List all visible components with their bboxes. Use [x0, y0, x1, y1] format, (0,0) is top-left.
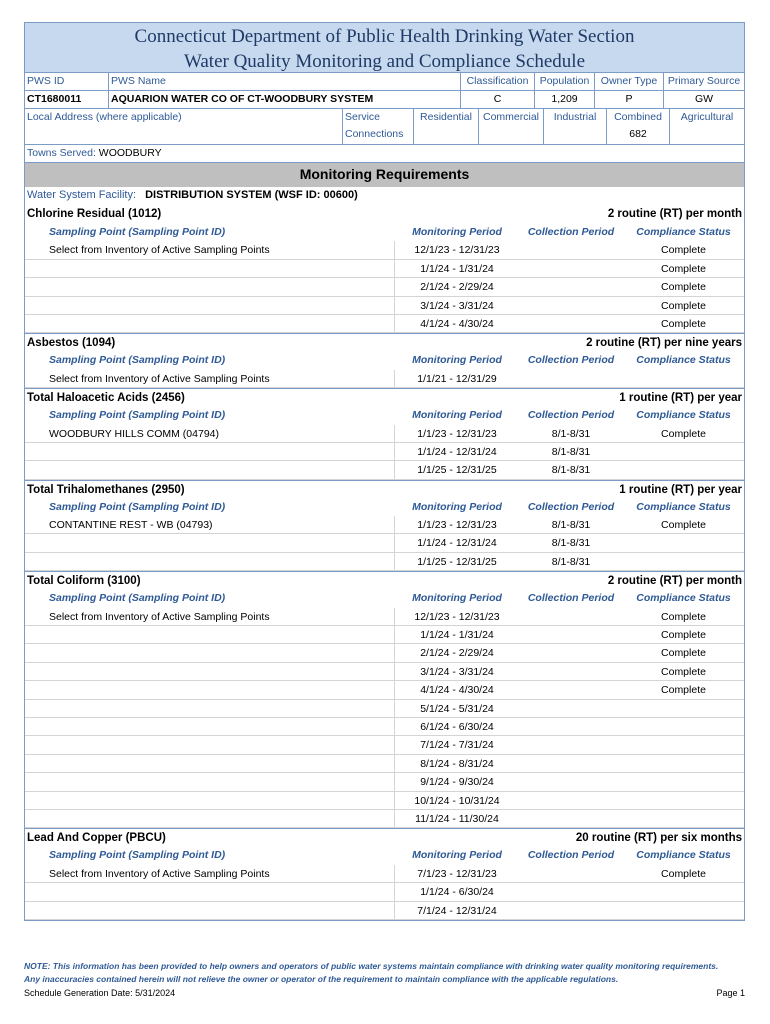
combined-value: 682 — [629, 128, 647, 140]
collection-period-header: Collection Period — [527, 354, 615, 367]
sampling-point — [25, 644, 395, 661]
pws-id-label: PWS ID — [25, 73, 109, 91]
sampling-point — [25, 792, 395, 809]
monitoring-period: 1/1/24 - 6/30/24 — [420, 886, 494, 899]
monitoring-period: 1/1/24 - 12/31/24 — [417, 537, 497, 550]
column-headers — [25, 498, 744, 516]
table-row — [25, 681, 744, 699]
table-row — [25, 773, 744, 791]
collection-period — [519, 626, 623, 643]
collection-period — [519, 718, 623, 735]
facility-value: DISTRIBUTION SYSTEM (WSF ID: 00600) — [145, 189, 358, 201]
table-row — [25, 425, 744, 443]
sampling-point: WOODBURY HILLS COMM (04794) — [25, 425, 395, 442]
table-row — [25, 553, 744, 571]
sampling-point — [25, 700, 395, 717]
compliance-status: Complete — [661, 299, 706, 312]
table-row — [25, 865, 744, 883]
monitoring-period-header: Monitoring Period — [412, 849, 502, 862]
contaminant-name: Chlorine Residual (1012) — [27, 208, 162, 220]
collection-period — [519, 792, 623, 809]
monitoring-period: 10/1/24 - 10/31/24 — [414, 794, 500, 807]
sampling-point-header: Sampling Point (Sampling Point ID) — [49, 592, 226, 605]
compliance-status — [623, 700, 744, 717]
compliance-status-header: Compliance Status — [636, 409, 731, 422]
column-headers — [25, 223, 744, 241]
monitoring-period-header: Monitoring Period — [412, 226, 502, 238]
primary-source-label: Primary Source — [664, 73, 744, 91]
collection-period: 8/1-8/31 — [551, 427, 591, 440]
compliance-status — [623, 534, 744, 551]
column-headers — [25, 351, 744, 369]
table-row — [25, 315, 744, 333]
monitoring-period: 1/1/24 - 1/31/24 — [420, 629, 494, 642]
contaminant-header — [25, 571, 744, 589]
compliance-status: Complete — [661, 519, 706, 532]
column-headers — [25, 406, 744, 424]
monitoring-period: 8/1/24 - 8/31/24 — [420, 757, 494, 770]
table-row — [25, 516, 744, 534]
sampling-point — [25, 260, 395, 277]
sampling-point: Select from Inventory of Active Sampling Points — [25, 241, 395, 258]
table-row — [25, 883, 744, 901]
monitoring-period: 12/1/23 - 12/31/23 — [414, 610, 500, 623]
contaminant-header — [25, 828, 744, 846]
compliance-status: Complete — [661, 629, 706, 642]
collection-period — [519, 260, 623, 277]
table-row — [25, 792, 744, 810]
compliance-status-header: Compliance Status — [636, 592, 731, 605]
primary-source-value: GW — [664, 91, 744, 109]
monitoring-period: 9/1/24 - 9/30/24 — [420, 776, 494, 789]
monitoring-period: 7/1/24 - 12/31/24 — [417, 904, 497, 917]
table-row — [25, 461, 744, 479]
connections-label: Connections — [345, 128, 404, 140]
collection-period — [519, 810, 623, 827]
compliance-status — [623, 370, 744, 387]
monitoring-period: 6/1/24 - 6/30/24 — [420, 720, 494, 733]
compliance-status — [623, 755, 744, 772]
sampling-point — [25, 718, 395, 735]
sampling-point — [25, 810, 395, 827]
compliance-status-header: Compliance Status — [636, 226, 731, 238]
routine-frequency: 2 routine (RT) per month — [607, 575, 742, 588]
column-headers — [25, 846, 744, 864]
towns-served-value: WOODBURY — [98, 147, 162, 159]
contaminant-name: Total Coliform (3100) — [27, 575, 141, 588]
table-row — [25, 443, 744, 461]
compliance-status — [623, 902, 744, 919]
local-address-label: Local Address (where applicable) — [25, 109, 343, 145]
document-page — [24, 22, 745, 921]
table-row — [25, 241, 744, 259]
contaminant-name: Asbestos (1094) — [27, 337, 116, 350]
monitoring-period: 11/1/24 - 11/30/24 — [415, 812, 499, 825]
monitoring-period: 1/1/24 - 12/31/24 — [417, 445, 497, 458]
compliance-status: Complete — [661, 427, 706, 440]
pws-name-value: AQUARION WATER CO OF CT-WOODBURY SYSTEM — [109, 91, 461, 109]
owner-type-value: P — [595, 91, 664, 109]
monitoring-period: 4/1/24 - 4/30/24 — [420, 317, 494, 330]
collection-period: 8/1-8/31 — [551, 464, 591, 477]
compliance-status-header: Compliance Status — [636, 354, 731, 367]
compliance-status: Complete — [661, 317, 706, 330]
table-row — [25, 626, 744, 644]
contaminant-name: Total Trihalomethanes (2950) — [27, 483, 185, 496]
compliance-status — [623, 553, 744, 570]
footer-bottom — [24, 988, 745, 998]
population-value: 1,209 — [535, 91, 595, 109]
page-number: Page 1 — [716, 988, 745, 998]
facility-label: Water System Facility: — [27, 189, 136, 201]
table-row — [25, 810, 744, 828]
collection-period: 8/1-8/31 — [551, 555, 591, 568]
monitoring-period: 2/1/24 - 2/29/24 — [420, 281, 494, 294]
column-headers — [25, 589, 744, 607]
sampling-point — [25, 663, 395, 680]
generation-date: Schedule Generation Date: 5/31/2024 — [24, 988, 176, 998]
collection-period: 8/1-8/31 — [551, 537, 591, 550]
water-system-facility — [24, 187, 745, 205]
table-row — [25, 755, 744, 773]
collection-period — [519, 773, 623, 790]
compliance-status: Complete — [661, 867, 706, 880]
compliance-status — [623, 736, 744, 753]
monitoring-period-header: Monitoring Period — [412, 409, 502, 422]
compliance-status: Complete — [661, 647, 706, 660]
document-title — [24, 22, 745, 73]
monitoring-sections — [24, 205, 745, 921]
compliance-status — [623, 883, 744, 900]
table-row — [25, 718, 744, 736]
routine-frequency: 2 routine (RT) per month — [607, 208, 742, 220]
monitoring-period: 7/1/23 - 12/31/23 — [417, 867, 497, 880]
table-row — [25, 297, 744, 315]
collection-period — [519, 865, 623, 882]
towns-served-label: Towns Served: — [27, 147, 96, 159]
footer-note — [24, 960, 745, 986]
footer-note-line-1: NOTE: This information has been provided to help owners and operators of public water systems maintain compliance with drinking water quality monitoring requirements. — [24, 961, 719, 971]
sampling-point — [25, 626, 395, 643]
compliance-status-header: Compliance Status — [636, 500, 731, 513]
collection-period-header: Collection Period — [527, 849, 615, 862]
collection-period: 8/1-8/31 — [551, 445, 591, 458]
routine-frequency: 2 routine (RT) per nine years — [586, 337, 742, 350]
monitoring-period: 4/1/24 - 4/30/24 — [420, 684, 494, 697]
compliance-status: Complete — [661, 665, 706, 678]
table-row — [25, 260, 744, 278]
monitoring-period: 7/1/24 - 7/31/24 — [420, 739, 494, 752]
combined-cell — [607, 109, 670, 145]
routine-frequency: 1 routine (RT) per year — [619, 483, 742, 496]
monitoring-period: 1/1/23 - 12/31/23 — [417, 427, 497, 440]
collection-period-header: Collection Period — [527, 592, 615, 605]
collection-period — [519, 315, 623, 332]
residential-label: Residential — [414, 109, 479, 145]
compliance-status-header: Compliance Status — [636, 849, 731, 862]
table-row — [25, 370, 744, 388]
collection-period — [519, 700, 623, 717]
towns-served — [24, 145, 745, 163]
collection-period — [519, 883, 623, 900]
sampling-point — [25, 297, 395, 314]
contaminant-name: Total Haloacetic Acids (2456) — [27, 392, 185, 405]
sampling-point-header: Sampling Point (Sampling Point ID) — [49, 409, 226, 422]
monitoring-requirements-title: Monitoring Requirements — [24, 163, 745, 187]
sampling-point — [25, 773, 395, 790]
sampling-point — [25, 883, 395, 900]
collection-period — [519, 278, 623, 295]
contaminant-header — [25, 333, 744, 351]
collection-period — [519, 370, 623, 387]
sampling-point — [25, 681, 395, 698]
monitoring-period-header: Monitoring Period — [412, 500, 502, 513]
monitoring-period: 3/1/24 - 3/31/24 — [420, 299, 494, 312]
sampling-point: Select from Inventory of Active Sampling Points — [25, 370, 395, 387]
combined-label: Combined — [614, 111, 662, 123]
collection-period — [519, 736, 623, 753]
pws-name-label: PWS Name — [109, 73, 461, 91]
pws-id-value: CT1680011 — [25, 91, 109, 109]
service-label: Service — [345, 111, 381, 123]
sampling-point-header: Sampling Point (Sampling Point ID) — [49, 354, 226, 367]
sampling-point-header: Sampling Point (Sampling Point ID) — [49, 500, 226, 513]
classification-value: C — [461, 91, 535, 109]
collection-period — [519, 681, 623, 698]
header-labels-row — [24, 73, 745, 91]
industrial-label: Industrial — [544, 109, 607, 145]
compliance-status: Complete — [661, 262, 706, 275]
commercial-label: Commercial — [479, 109, 544, 145]
compliance-status: Complete — [661, 244, 706, 257]
compliance-status — [623, 443, 744, 460]
table-row — [25, 534, 744, 552]
routine-frequency: 20 routine (RT) per six months — [575, 832, 742, 845]
collection-period-header: Collection Period — [527, 226, 615, 238]
agricultural-label: Agricultural — [670, 109, 744, 145]
compliance-status — [623, 810, 744, 827]
sampling-point — [25, 553, 395, 570]
sampling-point — [25, 315, 395, 332]
sampling-point — [25, 443, 395, 460]
contaminant-header — [25, 480, 744, 498]
contaminant-header — [25, 205, 744, 223]
sampling-point-header: Sampling Point (Sampling Point ID) — [49, 226, 226, 238]
classification-label: Classification — [461, 73, 535, 91]
sampling-point — [25, 736, 395, 753]
contaminant-name: Lead And Copper (PBCU) — [27, 832, 166, 845]
collection-period — [519, 902, 623, 919]
routine-frequency: 1 routine (RT) per year — [619, 392, 742, 405]
compliance-status — [623, 773, 744, 790]
compliance-status — [623, 792, 744, 809]
footer-note-line-2: Any inaccuracies contained herein will not relieve the owner or operator of the requirement to maintain compliance with the applicable regulations. — [24, 974, 619, 984]
sampling-point: CONTANTINE REST - WB (04793) — [25, 516, 395, 533]
collection-period-header: Collection Period — [527, 500, 615, 513]
title-line-1: Connecticut Department of Public Health Drinking Water Section — [134, 26, 635, 47]
table-row — [25, 644, 744, 662]
table-row — [25, 278, 744, 296]
service-connections-label — [343, 109, 414, 145]
table-row — [25, 608, 744, 626]
monitoring-period: 1/1/23 - 12/31/23 — [417, 519, 497, 532]
compliance-status — [623, 461, 744, 478]
title-line-2: Water Quality Monitoring and Compliance Schedule — [183, 51, 586, 72]
monitoring-period: 1/1/25 - 12/31/25 — [417, 464, 497, 477]
table-row — [25, 902, 744, 920]
monitoring-period: 3/1/24 - 3/31/24 — [420, 665, 494, 678]
compliance-status: Complete — [661, 610, 706, 623]
collection-period-header: Collection Period — [527, 409, 615, 422]
sampling-point — [25, 278, 395, 295]
monitoring-period: 12/1/23 - 12/31/23 — [414, 244, 500, 257]
monitoring-period: 2/1/24 - 2/29/24 — [420, 647, 494, 660]
sampling-point-header: Sampling Point (Sampling Point ID) — [49, 849, 226, 862]
collection-period — [519, 755, 623, 772]
compliance-status: Complete — [661, 281, 706, 294]
collection-period — [519, 241, 623, 258]
address-service-row — [24, 109, 745, 145]
collection-period — [519, 644, 623, 661]
sampling-point — [25, 902, 395, 919]
compliance-status: Complete — [661, 684, 706, 697]
sampling-point: Select from Inventory of Active Sampling Points — [25, 608, 395, 625]
sampling-point — [25, 755, 395, 772]
monitoring-period-header: Monitoring Period — [412, 354, 502, 367]
owner-type-label: Owner Type — [595, 73, 664, 91]
monitoring-period: 5/1/24 - 5/31/24 — [420, 702, 494, 715]
header-values-row — [24, 91, 745, 109]
monitoring-period: 1/1/21 - 12/31/29 — [417, 372, 497, 385]
collection-period — [519, 608, 623, 625]
monitoring-period: 1/1/25 - 12/31/25 — [417, 555, 497, 568]
monitoring-period: 1/1/24 - 1/31/24 — [420, 262, 494, 275]
sampling-point — [25, 461, 395, 478]
collection-period — [519, 663, 623, 680]
compliance-status — [623, 718, 744, 735]
monitoring-period-header: Monitoring Period — [412, 592, 502, 605]
table-row — [25, 663, 744, 681]
table-row — [25, 736, 744, 754]
sampling-point: Select from Inventory of Active Sampling Points — [25, 865, 395, 882]
table-row — [25, 700, 744, 718]
population-label: Population — [535, 73, 595, 91]
contaminant-header — [25, 388, 744, 406]
collection-period: 8/1-8/31 — [551, 519, 591, 532]
sampling-point — [25, 534, 395, 551]
collection-period — [519, 297, 623, 314]
